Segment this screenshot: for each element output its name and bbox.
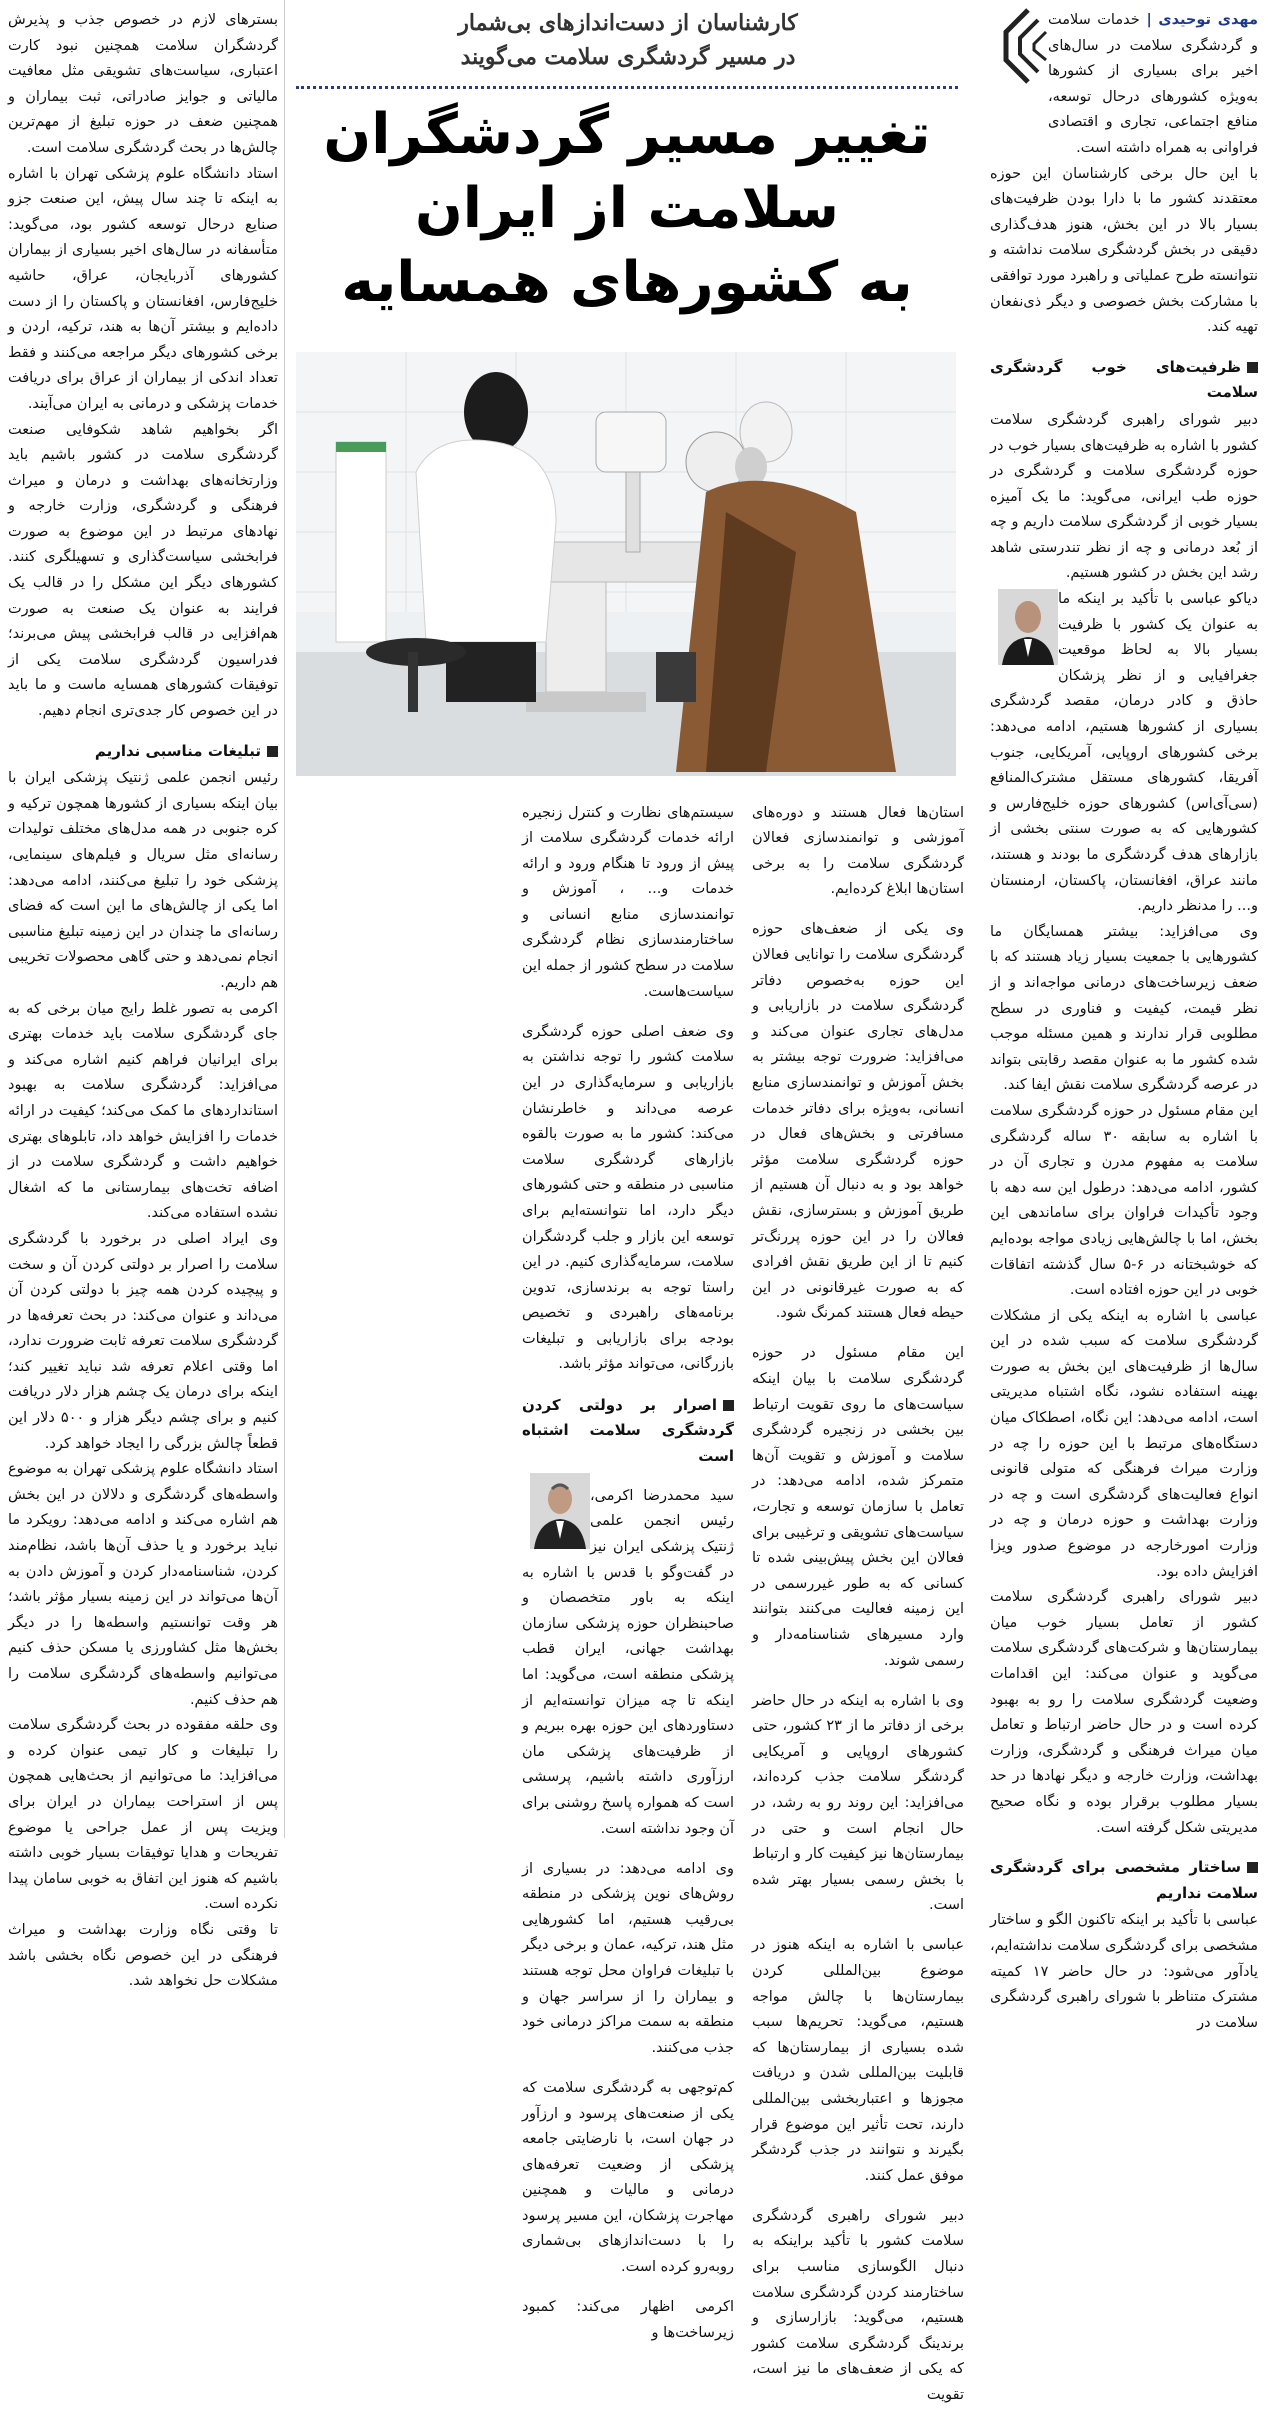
paragraph: استاد دانشگاه علوم پزشکی تهران به موضوع واسطه‌های گردشگری و دلالان در این بخش هم اشاره می‌کند و ادامه می‌دهد: رویکرد ما نباید برخورد و یا حذف آن‌ها باشد، نظام‌مند کردن، شناسنامه‌دار کردن و آموزش دادن به آن‌ها می‌تواند در این زمینه بسیار مؤثر باشد؛ هر وقت توانستیم واسطه‌ها را در دیگر بخش‌ها مثل کشاورزی یا مسکن حذف کنیم می‌توانیم واسطه‌های گردشگری سلامت را هم حذف کنیم. <box>8 1461 278 1708</box>
paragraph: عباسی با تأکید بر اینکه تاکنون الگو و ساختار مشخصی برای گردشگری سلامت نداشته‌ایم، یادآور می‌شود: در حال حاضر ۱۷ کمیته مشترک متناظر با شورای راهبری گردشگری سلامت در <box>990 1912 1258 2031</box>
square-bullet-icon <box>267 746 278 757</box>
section-heading: تبلیغات مناسبی نداریم <box>8 739 278 765</box>
paragraph: وی حلقه مفقوده در بحث گردشگری سلامت را تبلیغات و کار تیمی عنوان کرده و می‌افزاید: ما می‌توانیم از بحث‌هایی همچون پس از استراحت بیماران در ایران برای ویزیت پس از عمل جراحی یا موضوع تفریحات و هدایا توفیقات بسیار خوبی داشته باشیم که هنوز این اتفاق به خوبی سامان پیدا نکرده است. <box>8 1717 278 1913</box>
paragraph: بسترهای لازم در خصوص جذب و پذیرش گردشگران سلامت همچنین نبود کارت اعتباری، سیاست‌های تشویقی مثل معافیت مالیاتی و جوایز صادراتی، ثبت بیماران و همچنین ضعف در حوزه تبلیغ از مهم‌ترین چالش‌ها در بحث گردشگری سلامت است. <box>8 12 278 156</box>
paragraph: اکرمی اظهار می‌کند: کمبود زیرساخت‌ها و <box>522 2299 734 2341</box>
paragraph: سید محمدرضا اکرمی، رئیس انجمن علمی ژنتیک پزشکی ایران نیز در گفت‌وگو با قدس با اشاره به اینکه به باور متخصصان و صاحبنظران حوزه پزشکی سازمان بهداشت جهانی، ایران قطب پزشکی منطقه است، می‌گوید: اما اینکه تا چه میزان توانسته‌ایم از دستاوردهای این حوزه بهره ببریم و از ظرفیت‌های پزشکی مان ارزآوری داشته باشیم، پرسشی است که همواره پاسخ روشنی برای آن وجود نداشته است. <box>522 1487 734 1837</box>
column-4 <box>0 0 285 1990</box>
newspaper-logo-icon <box>998 6 1050 86</box>
paragraph: عباسی با اشاره به اینکه هنوز در موضوع بین‌المللی کردن بیمارستان‌ها با چالش مواجه هستیم، می‌گوید: تحریم‌ها سبب شده بسیاری از بیمارستان‌ها که قابلیت بین‌المللی شدن و دریافت مجوزها و اعتباربخشی بین‌المللی دارند، تحت تأثیر این موضوع قرار بگیرند و نتوانند در جذب گردشگر موفق عمل کنند. <box>752 1937 964 2184</box>
paragraph: وی ضعف اصلی حوزه گردشگری سلامت کشور را توجه نداشتن به بازاریابی و سرمایه‌گذاری در این عرصه می‌داند و خاطرنشان می‌کند: کشور ما به صورت بالقوه بازارهای گردشگری سلامت مناسبی در منطقه و حتی کشورهای دیگر دارد، اما نتوانسته‌ایم برای توسعه این بازار و جلب گردشگران سلامت، سرمایه‌گذاری کنیم. در این راستا توجه به برندسازی، تدوین برنامه‌های راهبردی و تخصیص بودجه برای بازاریابی و تبلیغات بازرگانی، می‌تواند مؤثر باشد. <box>522 1023 734 1373</box>
paragraph: اکرمی به تصور غلط رایج میان برخی که به جای گردشگری سلامت باید خدمات بهتری برای ایرانیان فراهم کنیم اشاره می‌کند و می‌افزاید: گردشگری سلامت به بهبود استانداردهای ما کمک می‌کند؛ کیفیت در ارائه خدمات را افزایش خواهد داد، تابلوهای بهتری خواهیم داشت و گردشگری سلامت در از اضافه تخت‌های بیمارستانی ما که اشغال نشده استفاده می‌کند. <box>8 1000 278 1222</box>
square-bullet-icon <box>1247 362 1258 373</box>
paragraph: وی با اشاره به اینکه در حال حاضر برخی از دفاتر ما از ۲۳ کشور، حتی کشورهای اروپایی و آمریکایی گردشگر سلامت جذب کرده‌اند، می‌افزاید: این روند رو به رشد، در حال انجام است و حتی در بیمارستان‌ها نیز کیفیت کار و ارتباط با بخش رسمی بسیار بهتر شده است. <box>752 1692 964 1914</box>
section-heading: ساختار مشخصی برای گردشگری سلامت نداریم <box>990 1858 1258 1902</box>
headline: تغییر مسیر گردشگران سلامت از ایران به کشورهای همسایه <box>323 102 931 315</box>
square-bullet-icon <box>1247 1862 1258 1873</box>
portrait-photo-akrami <box>530 1473 590 1549</box>
paragraph: سیستم‌های نظارت و کنترل زنجیره ارائه خدمات گردشگری سلامت از پیش از ورود تا هنگام ورود و ارائه خدمات و... ، آموزش و توانمندسازی منابع انسانی و ساختارمندسازی نظام گردشگری سلامت در سطح کشور از جمله این سیاست‌هاست. <box>522 804 734 1000</box>
paragraph: دبیر شورای راهبری گردشگری سلامت کشور از تعامل بسیار خوب میان بیمارستان‌ها و شرکت‌های گردشگری سلامت می‌گوید و عنوان می‌کند: این اقدامات وضعیت گردشگری سلامت را رو به بهبود کرده است و در حال حاضر ارتباط و تعامل میان میراث فرهنگی و گردشگری، وزارت بهداشت، وزارت خارجه و دیگر نهادها در حد بسیار مطلوب برقرار بوده و نگاه صحیح مدیریتی شکل گرفته است. <box>990 1589 1258 1836</box>
portrait-photo-abbasi <box>998 589 1058 665</box>
paragraph: این مقام مسئول در حوزه گردشگری سلامت با اشاره به سابقه ۳۰ ساله گردشگری سلامت به مفهوم مدرن و تجاری آن در کشور، ادامه می‌دهد: درطول این سه دهه با وجود تأکیدات فراوان برای ساماندهی این بخش، اما با چالش‌هایی زیادی مواجه بوده‌ایم که خوشبختانه در ۶-۵ سال گذشته اتفاقات خوبی در این حوزه افتاده است. <box>990 1102 1259 1299</box>
main-photo-eye-exam <box>296 352 956 776</box>
center-block <box>292 0 964 2404</box>
paragraph: وی یکی از ضعف‌های حوزه گردشگری سلامت را توانایی فعالان این حوزه به‌خصوص دفاتر گردشگری سلامت در بازاریابی و مدل‌های تجاری عنوان می‌کند و می‌افزاید: ضرورت توجه بیشتر به بخش آموزش و توانمندسازی منابع انسانی، به‌ویژه برای دفاتر خدمات مسافرتی و بخش‌های فعال در حوزه گردشگری سلامت مؤثر خواهد بود و به دنبال آن هستیم از طریق آموزش و بسترسازی، نقش فعالان را در این حوزه پررنگ‌تر کنیم تا از این طریق نقش افرادی که به صورت غیرقانونی در این حیطه فعال هستند کمرنگ شود. <box>752 921 964 1322</box>
paragraph: استان‌ها فعال هستند و دوره‌های آموزشی و توانمندسازی فعالان گردشگری سلامت را به برخی استان‌ها ابلاغ کرده‌ایم. <box>752 804 964 898</box>
section-heading: اصرار بر دولتی کردن گردشگری سلامت اشتباه است <box>522 1395 734 1465</box>
paragraph: عباسی با اشاره به اینکه یکی از مشکلات گردشگری سلامت که سبب شده در این سال‌ها از ظرفیت‌های این بخش به صورت بهینه استفاده نشود، نگاه اشتباه مدیریتی است، ادامه می‌دهد: این نگاه، اصطکاک میان دستگاه‌های مرتبط با این حوزه را چه در وزارت میراث فرهنگی که متولی قانونی انواع فعالیت‌های گردشگری است و چه در وزارت بهداشت و حوزه درمان و چه در وزارت امورخارجه در موضوع صدور ویزا افزایش داده بود. <box>990 1307 1258 1580</box>
intro-text: خدمات سلامت و گردشگری سلامت در سال‌های اخیر برای بسیاری از کشورها به‌ویژه کشورهای درحال توسعه، منافع اجتماعی، تجاری و اقتصادی فراوانی به همراه داشته است. <box>1048 12 1258 156</box>
paragraph: وی می‌افزاید: بیشتر همسایگان ما کشورهایی با جمعیت بسیار زیاد هستند که با ضعف زیرساخت‌های درمانی مواجه‌اند و از نظر قیمت، کیفیت و فناوری در سطح مطلوبی قرار ندارند و همین مسئله موجب شده کشور ما به عنوان مقصد رقابتی بتواند در عرصه گردشگری سلامت نقش ایفا کند. <box>990 923 1258 1094</box>
kicker: کارشناسان از دست‌اندازهای بی‌شمار در مسیر گردشگری سلامت می‌گویند <box>458 10 798 70</box>
paragraph: رئیس انجمن علمی ژنتیک پزشکی ایران با بیان اینکه بسیاری از کشورها همچون ترکیه و کره جنوبی در همه مدل‌های مختلف تولیدات رسانه‌ای مثل سریال و فیلم‌های سینمایی، پزشکی خود را تبلیغ می‌کنند، ادامه می‌دهد: اما یکی از چالش‌های ما این است که فضای رسانه‌ای ما چندان در این زمینه تبلیغ مناسبی انجام نمی‌دهد و حتی گاهی محصولات تخریبی هم داریم. <box>8 770 278 991</box>
paragraph: تا وقتی نگاه وزارت بهداشت و میراث فرهنگی در این خصوص نگاه بخشی باشد مشکلات حل نخواهد شد. <box>8 1921 278 1990</box>
dotted-divider <box>296 86 958 89</box>
paragraph: وی ادامه می‌دهد: در بسیاری از روش‌های نوین پزشکی در منطقه بی‌رقیب هستیم، اما کشورهایی مثل هند، ترکیه، عمان و برخی دیگر با تبلیغات فراوان محل توجه هستند و بیماران را از سراسر جهان و منطقه به سمت مراکز درمانی خود جذب می‌کنند. <box>522 1860 734 2056</box>
paragraph: وی ایراد اصلی در برخورد با گردشگری سلامت را اصرار بر دولتی کردن آن و سخت و پیچیده کردن همه چیز با دولتی کردن آن می‌داند و عنوان می‌کند: در بحث تعرفه‌ها در گردشگری سلامت تعرفه ثابت ضرورت ندارد، اما وقتی اعلام تعرفه شد نباید تغییر کند؛ اینکه برای درمان یک چشم هزار دلار دریافت کنیم و برای چشم دیگر هزار و ۵۰۰ دلار این قطعاً چالش بزرگی را ایجاد خواهد کرد. <box>8 1230 278 1452</box>
paragraph: با این حال برخی کارشناسان این حوزه معتقدند کشور ما با دارا بودن ظرفیت‌های بسیار بالا در این بخش، هنوز هدف‌گذاری دقیقی در بخش گردشگری سلامت نداشته و نتوانسته طرح عملیاتی و راهبرد مورد توافقی با مشارکت بخش خصوصی و دیگر ذی‌نفعان تهیه کند. <box>990 165 1258 336</box>
column-1 <box>986 0 1268 2031</box>
paragraph: این مقام مسئول در حوزه گردشگری سلامت با بیان اینکه سیاست‌های ما روی تقویت ارتباط بین بخشی در زنجیره گردشگری سلامت و آموزش و تقویت آن‌ها متمرکز شده، ادامه می‌دهد: در تعامل با سازمان توسعه و تجارت، سیاست‌های تشویقی و ترغیبی برای فعالان این بخش پیش‌بینی شده تا کسانی که به طور غیررسمی در این زمینه فعالیت می‌کنند بتوانند وارد مسیرهای شناسنامه‌دار و رسمی شوند. <box>752 1345 964 1669</box>
byline-name: مهدی توحیدی <box>1158 12 1258 28</box>
paragraph: دیاکو عباسی با تأکید بر اینکه ما به عنوان یک کشور با ظرفیت بسیار بالا به لحاظ موقعیت جغرافیایی و از نظر پزشکان حاذق و کادر درمان، مقصد گردشگری بسیاری از کشورها هستیم، ادامه می‌دهد: برخی کشورهای اروپایی، آمریکایی، جنوب آفریقا، کشورهای مستقل مشترک‌المنافع (سی‌آی‌اس) کشورهای حوزه خلیج‌فارس و کشورهایی که به صورت سنتی بخشی از بازارهای هدف گردشگری ما بودند و هستند، مانند عراق، افغانستان، پاکستان، ارمنستان و... را مدنظر داریم. <box>990 591 1258 915</box>
paragraph: اگر بخواهیم شاهد شکوفایی صنعت گردشگری سلامت در کشور باشیم باید وزارتخانه‌های بهداشت و درمان و میراث فرهنگی و گردشگری، وزارت خارجه و نهادهای مرتبط در این موضوع به صورت فرابخشی سیاست‌گذاری و تسهیلگری کنند. کشورهای دیگر این مشکل را در قالب یک فرایند به عنوان یک صنعت به صورت هم‌افزایی در قالب فرابخشی پیش می‌برند؛ فدراسیون گردشگری سلامت یکی از توفیقات کشورهای همسایه ماست و ما باید در این خصوص کار جدی‌تری انجام دهیم. <box>8 421 278 720</box>
column-3 <box>522 786 734 2341</box>
paragraph: دبیر شورای راهبری گردشگری سلامت کشور با تأکید براینکه به دنبال الگوسازی مناسب برای ساختارمند کردن گردشگری سلامت هستیم، می‌گوید: بازارسازی و برندینگ گردشگری سلامت کشور که یکی از ضعف‌های ما نیز است، تقویت <box>752 2207 964 2404</box>
paragraph: کم‌توجهی به گردشگری سلامت که یکی از صنعت‌های پرسود و ارزآور در جهان است، با نارضایتی جامعه پزشکی از وضعیت تعرفه‌های درمانی و مالیات و همچنین مهاجرت پزشکان، این مسیر پرسود را با دست‌اندازهای بی‌شماری روبه‌رو کرده است. <box>522 2079 734 2276</box>
square-bullet-icon <box>723 1400 734 1411</box>
section-heading: ظرفیت‌های خوب گردشگری سلامت <box>990 357 1258 402</box>
column-2 <box>752 786 964 2404</box>
paragraph: دبیر شورای راهبری گردشگری سلامت کشور با اشاره به ظرفیت‌های بسیار خوب در حوزه گردشگری سلامت و گردشگری در حوزه طب ایرانی، می‌گوید: ما یک آمیزه بسیار خوبی از گردشگری سلامت داریم و چه از بُعد درمانی و چه از نظر تندرستی شاهد رشد این بخش در کشور هستیم. <box>990 411 1258 582</box>
paragraph: استاد دانشگاه علوم پزشکی تهران با اشاره به اینکه تا چند سال پیش، این صنعت جزو صنایع درحال توسعه کشور بود، می‌گوید: متأسفانه در سال‌های اخیر بسیاری از بیماران کشورهای آذربایجان، عراق، حاشیه خلیج‌فارس، افغانستان و پاکستان را از دست داده‌ایم و بیشتر آن‌ها به هند، ترکیه، اردن و برخی کشورهای دیگر مراجعه می‌کنند و فقط تعداد اندکی از بیماران از عراق برای دریافت خدمات پزشکی و درمانی به ایران می‌آیند. <box>8 165 278 412</box>
intro-paragraph: مهدی توحیدی | خدمات سلامت و گردشگری سلامت در سال‌های اخیر برای بسیاری از کشورها به‌ویژه کشورهای درحال توسعه، منافع اجتماعی، تجاری و اقتصادی فراوانی به همراه داشته است. <box>1048 12 1258 156</box>
